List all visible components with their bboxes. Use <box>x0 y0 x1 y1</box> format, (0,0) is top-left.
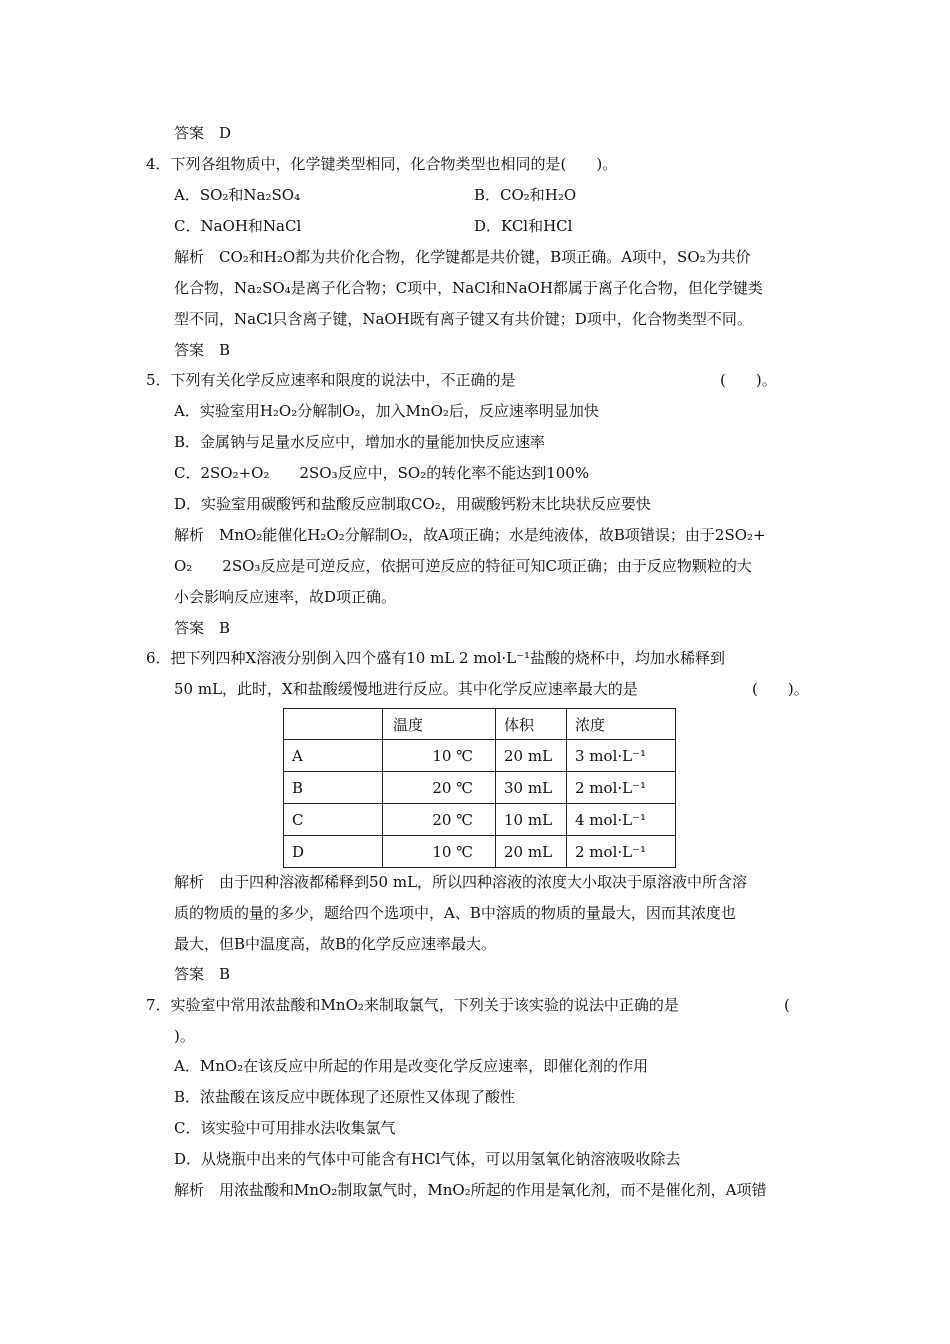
q4-option-a: A．SO₂和Na₂SO₄ <box>174 186 301 204</box>
q5-analysis-line: 小会影响反应速率，故D项正确。 <box>174 588 397 606</box>
table-header-row <box>284 709 676 740</box>
q4-option-d: D．KCl和HCl <box>474 217 573 235</box>
table-cell: 3 mol·L⁻¹ <box>567 740 676 772</box>
q7-answer-paren-open: ( <box>784 996 790 1014</box>
table-header-cell <box>284 709 383 740</box>
q7-option-c: C．该实验中可用排水法收集氯气 <box>174 1119 396 1137</box>
q7-option-b: B．浓盐酸在该反应中既体现了还原性又体现了酸性 <box>174 1088 516 1106</box>
q7-stem-line1: 7．实验室中常用浓盐酸和MnO₂来制取氯气，下列关于该实验的说法中正确的是 <box>146 996 679 1014</box>
table-row <box>284 772 676 804</box>
q5-answer-paren: ( )。 <box>720 371 777 389</box>
q7-option-d: D．从烧瓶中出来的气体中可能含有HCl气体，可以用氢氧化钠溶液吸收除去 <box>174 1150 681 1168</box>
q5-option-a: A．实验室用H₂O₂分解制O₂，加入MnO₂后，反应速率明显加快 <box>174 402 599 420</box>
q6-analysis-line: 解析 由于四种溶液都稀释到50 mL，所以四种溶液的浓度大小取决于原溶液中所含溶 <box>174 873 748 891</box>
q5-option-c: C．2SO₂+O₂ 2SO₃反应中，SO₂的转化率不能达到100% <box>174 464 590 482</box>
q4-stem: 4．下列各组物质中，化学键类型相同，化合物类型也相同的是( )。 <box>146 155 618 173</box>
q6-stem-line1: 6．把下列四种X溶液分别倒入四个盛有10 mL 2 mol·L⁻¹盐酸的烧杯中，均加水稀释到 <box>146 649 726 667</box>
q5-answer: 答案 B <box>174 619 231 637</box>
q4-analysis-line: 化合物，Na₂SO₄是离子化合物；C项中，NaCl和NaOH都属于离子化合物，但化学键类 <box>174 279 763 297</box>
table-cell: 2 mol·L⁻¹ <box>567 772 676 804</box>
table-header-cell: 浓度 <box>567 709 676 740</box>
table-cell: 10 ℃ <box>383 740 496 772</box>
table-row <box>284 804 676 836</box>
table-cell: 4 mol·L⁻¹ <box>567 804 676 836</box>
table-cell: 10 ℃ <box>383 836 496 868</box>
q6-data-table <box>283 708 676 868</box>
q6-stem-line2: 50 mL，此时，X和盐酸缓慢地进行反应。其中化学反应速率最大的是 <box>174 680 638 698</box>
table-cell: 20 mL <box>496 836 567 868</box>
q5-option-d: D．实验室用碳酸钙和盐酸反应制取CO₂，用碳酸钙粉末比块状反应要快 <box>174 495 651 513</box>
q4-answer: 答案 B <box>174 341 231 359</box>
q6-analysis-line: 质的物质的量的多少，题给四个选项中，A、B中溶质的物质的量最大，因而其浓度也 <box>174 904 736 922</box>
table-cell: 20 mL <box>496 740 567 772</box>
q5-stem: 5．下列有关化学反应速率和限度的说法中，不正确的是 <box>146 371 516 389</box>
table-cell: A <box>284 740 383 772</box>
q6-answer: 答案 B <box>174 965 231 983</box>
q4-analysis-line: 解析 CO₂和H₂O都为共价化合物，化学键都是共价键，B项正确。A项中，SO₂为共价 <box>174 248 751 266</box>
table-cell: C <box>284 804 383 836</box>
table-row <box>284 740 676 772</box>
q5-analysis-line: O₂ 2SO₃反应是可逆反应，依据可逆反应的特征可知C项正确；由于反应物颗粒的大 <box>174 557 752 575</box>
table-cell: 10 mL <box>496 804 567 836</box>
table-cell: 2 mol·L⁻¹ <box>567 836 676 868</box>
table-header-cell: 温度 <box>383 709 496 740</box>
q4-option-b: B．CO₂和H₂O <box>474 186 577 204</box>
q5-option-b: B．金属钠与足量水反应中，增加水的量能加快反应速率 <box>174 433 546 451</box>
q7-analysis-line: 解析 用浓盐酸和MnO₂制取氯气时，MnO₂所起的作用是氧化剂，而不是催化剂，A项错 <box>174 1181 767 1199</box>
q3-answer: 答案 D <box>174 124 232 142</box>
table-header-cell: 体积 <box>496 709 567 740</box>
q4-option-c: C．NaOH和NaCl <box>174 217 302 235</box>
table-cell: D <box>284 836 383 868</box>
table-cell: 30 mL <box>496 772 567 804</box>
q6-answer-paren: ( )。 <box>752 680 809 698</box>
q7-stem-line2: )。 <box>174 1027 195 1045</box>
table-cell: B <box>284 772 383 804</box>
table-cell: 20 ℃ <box>383 772 496 804</box>
q4-analysis-line: 型不同，NaCl只含离子键，NaOH既有离子键又有共价键；D项中，化合物类型不同。 <box>174 310 752 328</box>
table-cell: 20 ℃ <box>383 804 496 836</box>
table-row <box>284 836 676 868</box>
q7-option-a: A．MnO₂在该反应中所起的作用是改变化学反应速率，即催化剂的作用 <box>174 1057 649 1075</box>
q5-analysis-line: 解析 MnO₂能催化H₂O₂分解制O₂，故A项正确；水是纯液体，故B项错误；由于2SO₂+ <box>174 526 766 544</box>
q6-analysis-line: 最大，但B中温度高，故B的化学反应速率最大。 <box>174 935 497 953</box>
